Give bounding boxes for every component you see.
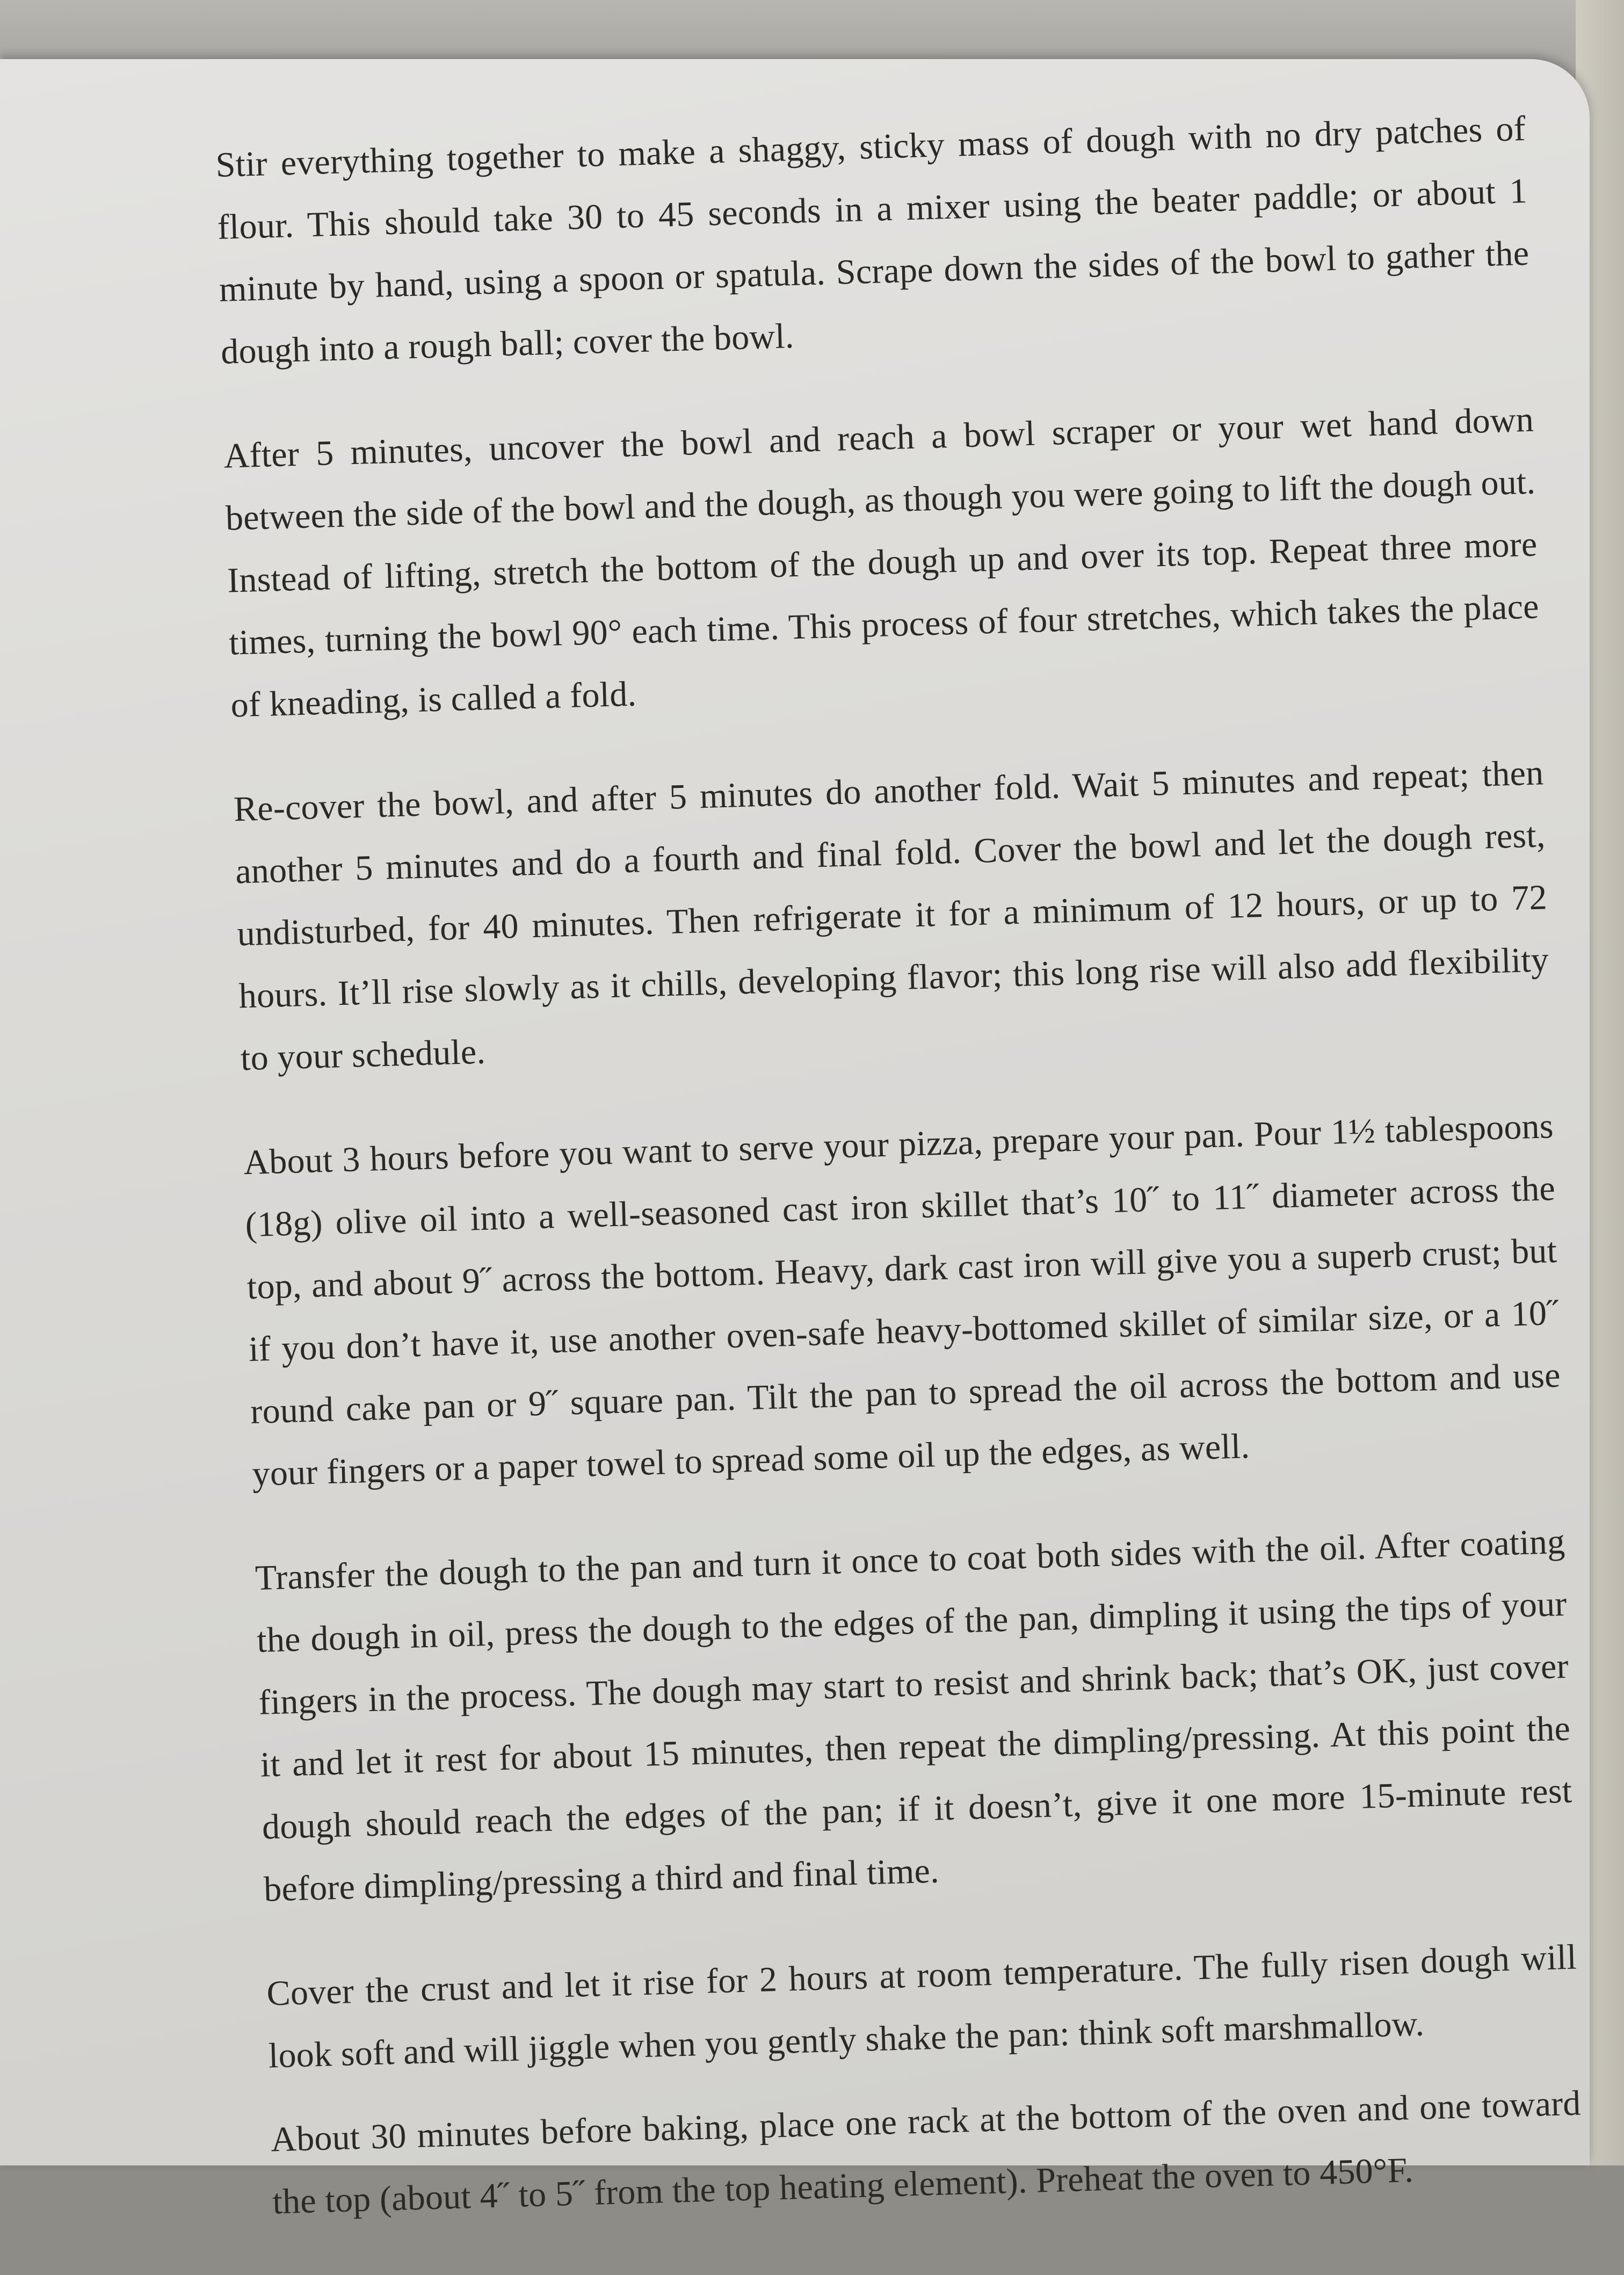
paragraph-rise: Cover the crust and let it rise for 2 hours at room temperature. The fully risen dough will look soft and will jiggle when you gently shake the pan: think soft marshmallow.	[266, 1937, 1577, 2076]
paragraph-first-fold: After 5 minutes, uncover the bowl and reach a bowl scraper or your wet hand down between the side of the bowl and the dough, as though you were going to lift the dough out. Instead of lifting, stretch the bottom of the dough up and over its top. Repeat three more times, turning the bowl 90° each time. This process of four stretches, which takes the place of kneading, is called a fold.	[223, 400, 1540, 725]
paragraph-mix-dough: Stir everything together to make a shaggy, sticky mass of dough with no dry patches of flour. This should take 30 to 45 seconds in a mixer using the beater paddle; or about 1 minute by hand, using a spoon or spatula. Scrape down the sides of the bowl to gather the dough into a rough ball; cover the bowl.	[215, 108, 1530, 372]
paragraph-preheat: About 30 minutes before baking, place one rack at the bottom of the oven and one toward the top (about 4˝ to 5˝ from the top heating element). Preheat the oven to 450°F.	[270, 2083, 1582, 2222]
recipe-instructions	[215, 98, 1584, 2275]
paragraph-prepare-pan: About 3 hours before you want to serve your pizza, prepare your pan. Pour 1½ tablespoons (18g) olive oil into a well-seasoned cast iron skillet that’s 10˝ to 11˝ diameter across the top, and about 9˝ across the bottom. Heavy, dark cast iron will give you a superb crust; but if you don’t have it, use another oven-safe heavy-bottomed skillet of similar size, or a 10˝ round cake pan or 9˝ square pan. Tilt the pan to spread the oil across the bottom and use your fingers or a paper towel to spread some oil up the edges, as well.	[243, 1106, 1561, 1494]
book-page	[0, 59, 1590, 2222]
paragraph-transfer-dough: Transfer the dough to the pan and turn it once to coat both sides with the oil. After coating the dough in oil, press the dough to the edges of the pan, dimpling it using the tips of your fingers in the process. The dough may start to resist and shrink back; that’s OK, just cover it and let it rest for about 15 minutes, then repeat the dimpling/pressing. At this point the dough should reach the edges of the pan; if it doesn’t, give it one more 15-minute rest before dimpling/pressing a third and final time.	[255, 1522, 1573, 1909]
paragraph-more-folds: Re-cover the bowl, and after 5 minutes do another fold. Wait 5 minutes and repeat; then another 5 minutes and do a fourth and final fold. Cover the bowl and let the dough rest, undisturbed, for 40 minutes. Then refrigerate it for a minimum of 12 hours, or up to 72 hours. It’ll rise slowly as it chills, developing flavor; this long rise will also add flexibility to your schedule.	[233, 753, 1549, 1078]
